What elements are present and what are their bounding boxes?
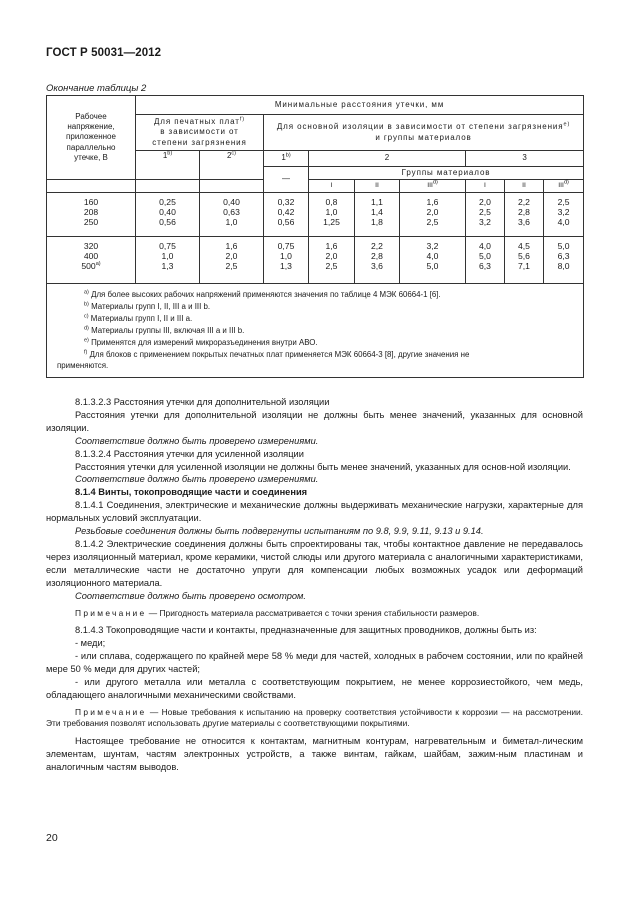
pcb-degree-1: 1$^{b)}$ [136,151,200,180]
value-cell: 2,2 2,8 3,6 [355,237,400,284]
document-header: ГОСТ Р 50031—2012 [46,47,162,59]
clause-heading: 8.1.3.2.4 Расстояния утечки для усиленной изоляции [75,448,304,459]
voltage-header: Рабочее напряжение, приложенное параллельно утечке, В [47,96,136,180]
value-cell: 1,1 1,4 1,8 [355,193,400,237]
value-cell: 2,0 2,5 3,2 [466,193,505,237]
note: Примечание — Новые требования к испытанию на проверку соответствия устойчивости к коррозии — на рассмотрении. Эти требования позволят использовать другие материалы с соответствующими покрытиями. [46,706,583,729]
compliance-statement: Резьбовые соединения должны быть подвергнуты испытаниям по 9.8, 9.9, 9.11, 9.13 и 9.14. [75,526,484,537]
value-cell: 0,25 0,40 0,56 [136,193,200,237]
basic-insulation-header: Для основной изоляции в зависимости от степени загрязнения$^{e)}$ и группы материалов [264,115,584,151]
paragraph: Настоящее требование не относится к контактам, магнитным контурам, нагревательным и биметал-лическим элементам, шунтам, частям электронных устройств, а также винтам, гайкам, шайбам, зажим-ным пластинам и аналогичным частям выводов. [46,735,583,772]
material-group: III$^{d)}$ [400,180,466,193]
material-group: II [355,180,400,193]
value-cell: 0,40 0,63 1,0 [200,193,264,237]
footnote: $^{e)}$ Применятся для измерений микроразъединения внутри АВО. [84,337,318,347]
footnote: $^{a)}$ Для более высоких рабочих напряжений применяются значения по таблице 4 МЭК 60664-1 [6]. [84,289,441,299]
value-cell: 5,0 6,3 8,0 [544,237,584,284]
paragraph: Расстояния утечки для усиленной изоляции не должны быть менее значений, указанных для основ-ной изоляции. [75,461,571,472]
compliance-statement: Соответствие должно быть проверено осмотром. [75,590,307,601]
list-item: - меди; [75,638,106,648]
value-cell: 2,2 2,8 3,6 [505,193,544,237]
value-cell: 4,5 5,6 7,1 [505,237,544,284]
value-cell: 3,2 4,0 5,0 [400,237,466,284]
material-group: I [466,180,505,193]
material-groups-title: Группы материалов [309,167,584,180]
value-cell: 1,6 2,0 2,5 [309,237,355,284]
list-item: - или сплава, содержащего по крайней мере 58 % меди для частей, холодных в рабочем состоянии, или по крайней мере 50 % меди для других частей; [46,650,583,674]
clause-heading: 8.1.3.2.3 Расстояния утечки для дополнительной изоляции [75,397,330,407]
basic-degree-2: 2 [309,151,466,167]
value-cell: 0,8 1,0 1,25 [309,193,355,237]
footnote: $^{d)}$ Материалы группы III, включая III а и III b. [84,325,245,335]
section-heading: 8.1.4 Винты, токопроводящие части и соединения [75,487,308,498]
page-number: 20 [46,832,58,844]
paragraph: Расстояния утечки для дополнительной изоляции не должны быть менее значений, указанных для основной изоляции. [46,409,583,433]
body-text [46,396,583,773]
value-cell: 1,6 2,0 2,5 [400,193,466,237]
creepage-distance-table [46,95,584,378]
paragraph: 8.1.4.3 Токопроводящие части и контакты, предназначенные для защитных проводников, должны быть из: [75,625,537,636]
table-row [47,193,584,237]
value-cell: 4,0 5,0 6,3 [466,237,505,284]
compliance-statement: Соответствие должно быть проверено измерениями. [75,474,319,485]
paragraph: 8.1.4.2 Электрические соединения должны быть спроектированы так, чтобы контактное давление не передавалось через изоляционный материал, кроме керамики, чистой слюды или другого материала с аналогичными характеристиками, если металлические части не достаточно упруги для компенсации любых возможных усадок или деформаций изоляционного материала. [46,538,583,588]
voltage-cell: 160 208 250 [47,193,136,237]
material-group: II [505,180,544,193]
voltage-cell: 320 400 500$^{a)}$ [47,237,136,284]
material-group: III$^{d)}$ [544,180,584,193]
pcb-degree-2: 2$^{c)}$ [200,151,264,180]
footnote: $^{c)}$ Материалы групп I, II и III а. [84,313,193,323]
paragraph: 8.1.4.1 Соединения, электрические и механические должны выдерживать механические нагрузки, характерные для нормальных условий эксплуатации. [46,500,583,524]
footnote: $^{f)}$ Для блоков с применением покрытых печатных плат применяется МЭК 60664-3 [8], другие значения не [84,348,470,359]
value-cell: 1,6 2,0 2,5 [200,237,264,284]
material-group: I [309,180,355,193]
footnote-continuation: применяются. [57,361,109,371]
value-cell: 0,75 1,0 1,3 [136,237,200,284]
basic-degree-3: 3 [466,151,584,167]
value-cell: 0,32 0,42 0,56 [264,193,309,237]
degree-1-dash: — [264,167,309,193]
footnote: $^{b)}$ Материалы групп I, II, III а и III b. [84,301,211,311]
value-cell: 2,5 3,2 4,0 [544,193,584,237]
basic-degree-1: 1$^{b)}$ [264,151,309,167]
main-header: Минимальные расстояния утечки, мм [136,96,584,115]
value-cell: 0,75 1,0 1,3 [264,237,309,284]
table-footnotes [47,284,584,378]
table-caption: Окончание таблицы 2 [46,83,147,94]
pcb-header: Для печатных плат$^{f)}$ в зависимости от степени загрязнения [136,115,264,151]
compliance-statement: Соответствие должно быть проверено измерениями. [75,435,319,446]
note: Примечание — Пригодность материала рассматривается с точки зрения стабильности размеров. [75,607,480,618]
table-row [47,237,584,284]
list-item: - или другого металла или металла с соответствующим покрытием, не менее коррозиестойкого, чем медь, обладающего аналогичными механическими свойствами. [46,676,583,700]
